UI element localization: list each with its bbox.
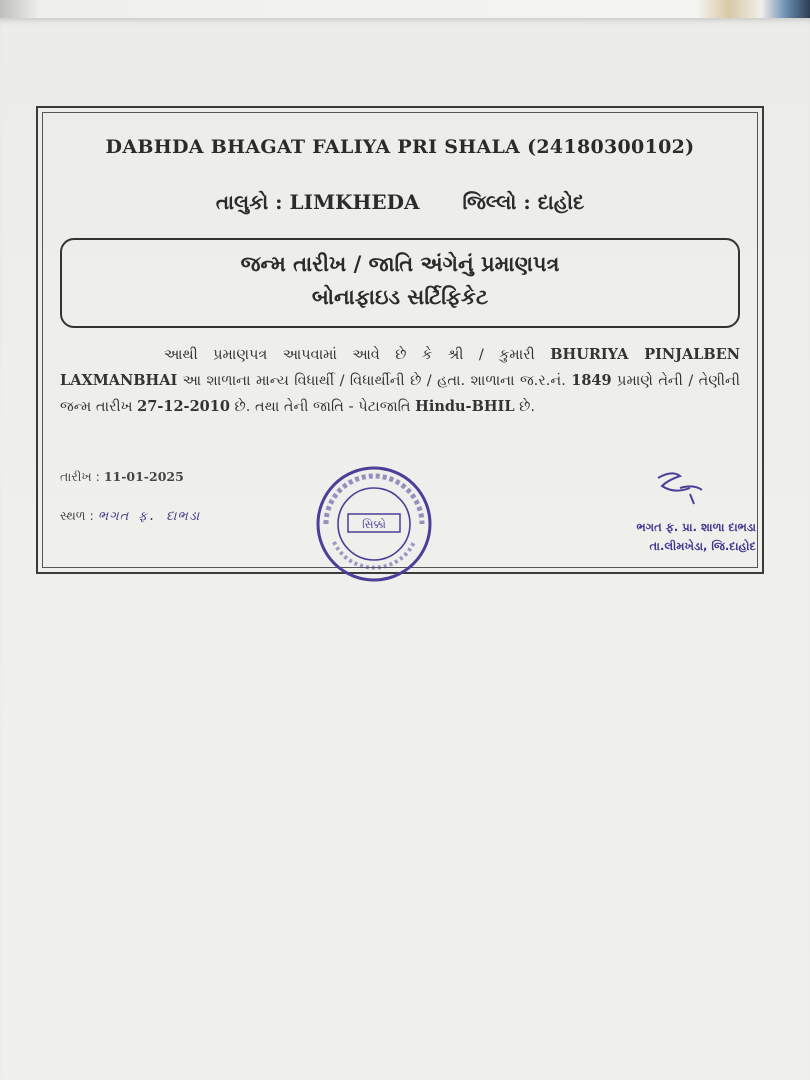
- signatory-line1: ભગત ફ. પ્રા. શાળા દાભડા: [636, 520, 756, 534]
- district-label: જિલ્લો : દાહોદ: [462, 190, 585, 214]
- signature-icon: [650, 468, 710, 508]
- date-of-birth: 27-12-2010: [137, 398, 230, 415]
- student-name: BHURIYA PINJALBEN LAXMANBHAI: [60, 346, 740, 389]
- certificate-title-line1: જન્મ તારીખ / જાતિ અંગેનું પ્રમાણપત્ર: [240, 252, 560, 276]
- certificate-title-line2: બોનાફાઇડ સર્ટિફિકેટ: [311, 285, 489, 309]
- body-part4: છે. તથા તેની જાતિ - પેટાજાતિ: [229, 399, 416, 415]
- certificate-border: [36, 106, 764, 574]
- school-name: DABHDA BHAGAT FALIYA PRI SHALA (24180300102): [105, 136, 695, 158]
- body-part3: પ્રમાણે તેની / તેણીની જન્મ તારીખ: [60, 373, 740, 415]
- place-value: ભગત ફ. દાભડા: [97, 509, 201, 524]
- taluka-label: તાલુકો : LIMKHEDA: [215, 190, 420, 214]
- date-label: તારીખ :: [60, 469, 104, 484]
- signatory-block: [636, 518, 756, 556]
- issue-place: [60, 508, 200, 524]
- certificate-body: [60, 342, 740, 420]
- location-line: [38, 190, 762, 214]
- date-value: 11-01-2025: [103, 469, 184, 484]
- body-part2: આ શાળાના માન્ય વિધાર્થી / વિધાર્થીની છે / હતા. શાળાના જ.ર.નં.: [177, 373, 572, 389]
- register-number: 1849: [571, 372, 612, 389]
- body-part1: આથી પ્રમાણપત્ર આપવામાં આવે છે કે શ્રી / કુમારી: [164, 347, 551, 363]
- certificate-title-box: [60, 238, 740, 328]
- caste: Hindu-BHIL: [415, 398, 515, 415]
- place-label: સ્થળ :: [60, 508, 98, 523]
- body-part5: છે.: [514, 399, 535, 415]
- school-seal-icon: [314, 464, 434, 584]
- issue-date: [60, 469, 184, 485]
- seal-center-text: સિક્કો: [362, 518, 386, 531]
- paper-sheet: [0, 18, 810, 1080]
- signatory-line2: તા.લીમખેડા, જિ.દાહોદ: [649, 539, 756, 553]
